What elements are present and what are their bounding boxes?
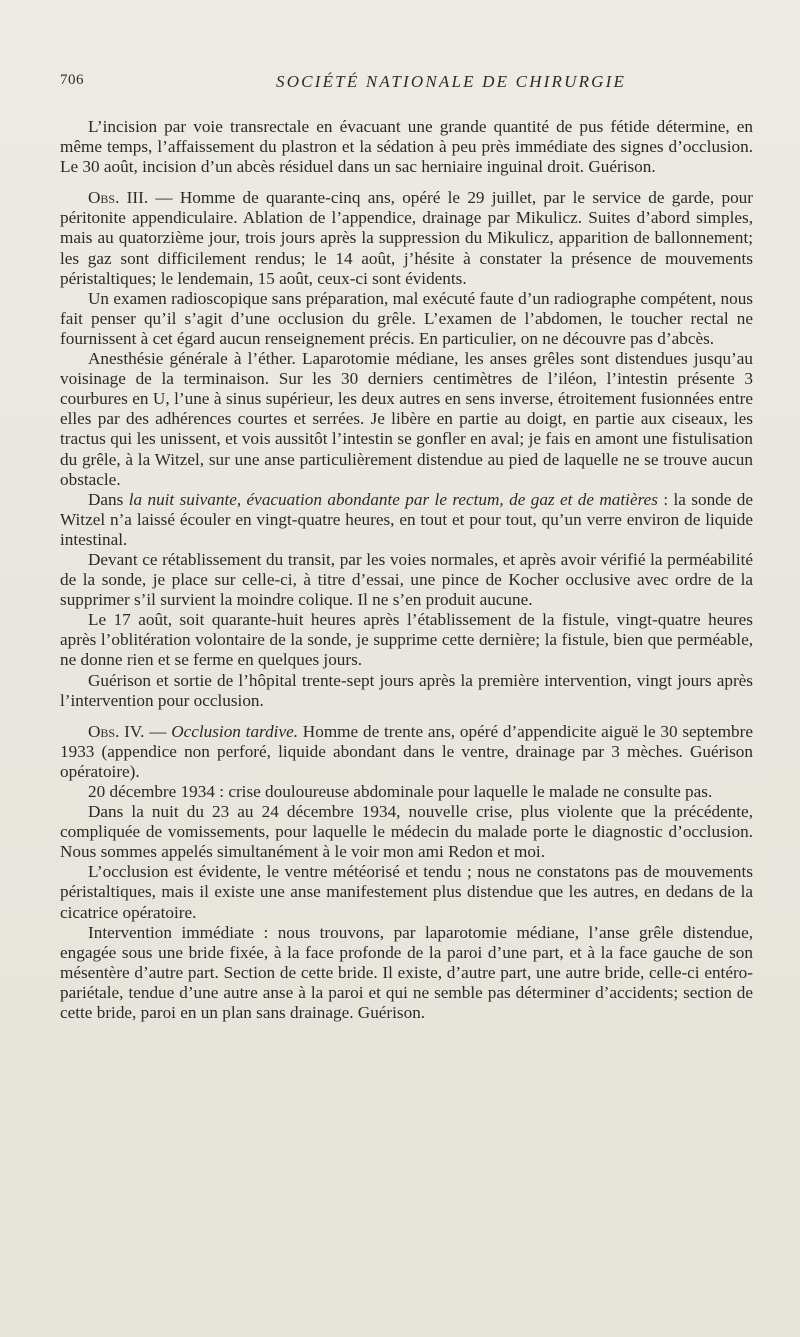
paragraph — [60, 349, 753, 490]
emphasis-text: la nuit suivante, évacuation abondante par le rectum, de gaz et de matières — [128, 489, 658, 509]
paragraph — [60, 671, 753, 711]
emphasis-text: Occlusion tardive. — [171, 721, 299, 741]
paragraph — [60, 722, 753, 782]
text-run: Intervention immédiate : nous trouvons, par laparotomie médiane, l’anse grêle distendue, engagée sous une bride fixée, à la face profonde de la paroi d’une part, et à la face gauche de son mésentère d’autre part. Section de cette bride. Il existe, d’autre part, une autre bride, celle-ci entéro-pariétale, tendue d’une autre anse à la paroi et qui ne semble pas déterminer d’accidents; section de cette bride, paroi en un plan sans drainage. Guérison. — [60, 922, 753, 1023]
paragraph — [60, 862, 753, 922]
page-header — [60, 72, 750, 94]
text-run: : la sonde de Witzel n’a laissé écouler en vingt-quatre heures, en tout et pour tout, qu’un verre environ de liquide intestinal. — [60, 489, 753, 549]
running-title: SOCIÉTÉ NATIONALE DE CHIRURGIE — [276, 72, 627, 91]
text-run: L’occlusion est évidente, le ventre météorisé et tendu ; nous ne constatons pas de mouvements péristaltiques, mais il existe une anse manifestement plus distendue que les autres, en dedans de la cicatrice opératoire. — [60, 862, 753, 922]
text-run: Dans la nuit du 23 au 24 décembre 1934, nouvelle crise, plus violente que la précédente, compliquée de vomissements, pour laquelle le médecin du malade porte le diagnostic d’occlusion. Nous sommes appelés simultanément à le voir mon ami Redon et moi. — [60, 802, 753, 862]
text-run: Un examen radioscopique sans préparation, mal exécuté faute d’un radiographe compétent, nous fait penser qu’il s’agit d’une occlusion du grêle. L’examen de l’abdomen, le toucher rectal ne fournissent à cet égard aucun renseignement précis. En particulier, on ne découvre pas d’abcès. — [60, 288, 753, 348]
text-run: L’incision par voie transrectale en évacuant une grande quantité de pus fétide détermine, en même temps, l’affaissement du plastron et la sédation à peu près immédiate des signes d’occlusion. Le 30 août, incision d’un abcès résiduel dans un sac herniaire inguinal droit. Guérison. — [60, 117, 753, 177]
text-run: — — [144, 721, 172, 741]
page-number: 706 — [60, 72, 84, 88]
article-body — [60, 117, 753, 1023]
text-run: Anesthésie générale à l’éther. Laparotomie médiane, les anses grêles sont distendues jusqu’au voisinage de la terminaison. Sur les 30 derniers centimètres de l’iléon, l’intestin présente 3 courbures en U, l’une à sinus supérieur, les deux autres en sens inverse, étroitement fusionnées entre elles par des adhérences courtes et serrées. Je libère en partie au doigt, en partie aux ciseaux, les tractus qui les unissent, et vois aussitôt l’intestin se gonfler en aval; je fais en amont une fistulisation du grêle, à la Witzel, sur une anse particulièrement distendue au pied de laquelle ne se trouve aucun obstacle. — [60, 349, 753, 489]
text-run: Dans — [88, 489, 129, 509]
paragraph — [60, 782, 753, 802]
text-run: Devant ce rétablissement du transit, par les voies normales, et après avoir vérifié la perméabilité de la sonde, je place sur celle-ci, à titre d’essai, une pince de Kocher occlusive avec ordre de la supprimer s’il survient la moindre colique. Il ne s’en produit aucune. — [60, 549, 753, 610]
observation-label: Obs. III. — [88, 188, 149, 208]
paragraph — [60, 188, 753, 288]
paragraph — [60, 289, 753, 349]
text-run: — Homme de quarante-cinq ans, opéré le 29 juillet, par le service de garde, pour péritonite appendiculaire. Ablation de l’appendice, drainage par Mikulicz. Suites d’abord simples, mais au quatorzième jour, trois jours après la suppression du Mikulicz, apparition de ballonnement; les gaz sont difficilement rendus; le 14 août, j’hésite à constater la présence de mouvements péristaltiques; le lendemain, 15 août, ceux-ci sont évidents. — [60, 188, 753, 288]
text-run: 20 décembre 1934 : crise douloureuse abdominale pour laquelle le malade ne consulte pas. — [88, 782, 713, 801]
paragraph — [60, 923, 753, 1023]
paragraph — [60, 117, 753, 177]
text-run: Homme de trente ans, opéré d’appendicite aiguë le 30 septembre 1933 (appendice non perforé, liquide abondant dans le ventre, drainage par 3 mèches. Guérison opératoire). — [60, 721, 753, 781]
paragraph — [60, 802, 753, 862]
observation-label: Obs. IV. — [88, 721, 145, 741]
paragraph — [60, 490, 753, 550]
paragraph — [60, 610, 753, 670]
text-run: Guérison et sortie de l’hôpital trente-sept jours après la première intervention, vingt jours après l’intervention pour occlusion. — [60, 670, 753, 710]
text-run: Le 17 août, soit quarante-huit heures après l’établissement de la fistule, vingt-quatre heures après l’oblitération volontaire de la sonde, je supprime cette dernière; la fistule, bien que perméable, ne donne rien et se ferme en quelques jours. — [60, 610, 753, 670]
paragraph — [60, 550, 753, 610]
